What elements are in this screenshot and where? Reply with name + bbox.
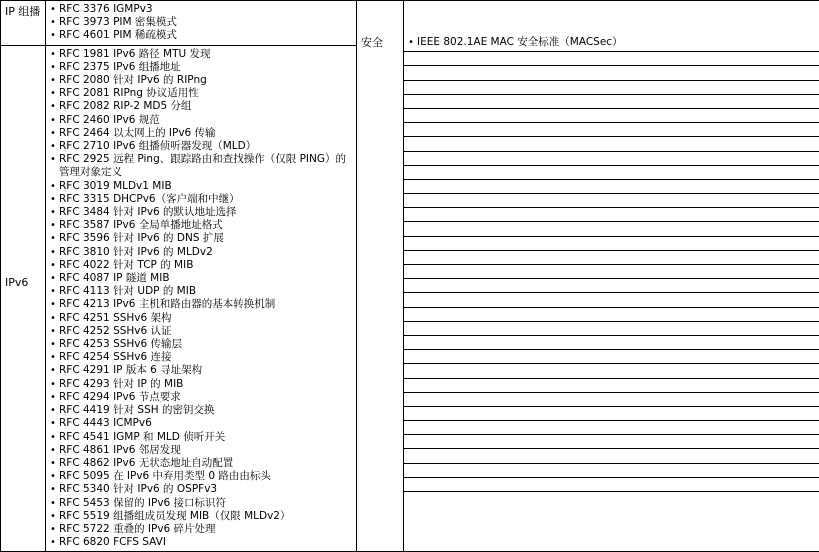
empty-row <box>404 321 819 335</box>
empty-row <box>404 335 819 349</box>
empty-row <box>404 179 819 193</box>
list-item: • RFC 2082 RIP-2 MD5 分组 <box>50 100 354 113</box>
list-item: • RFC 4213 IPv6 主机和路由器的基本转换机制 <box>50 298 354 311</box>
empty-row <box>404 448 819 462</box>
list-item: • RFC 4087 IP 隧道 MIB <box>50 272 354 285</box>
list-item: • RFC 4253 SSHv6 传输层 <box>50 338 354 351</box>
table-row <box>1 1 819 46</box>
list-item: • RFC 5453 保留的 IPv6 接口标识符 <box>50 497 354 510</box>
list-item: • RFC 2081 RIPng 协议适用性 <box>50 87 354 100</box>
list-item: • RFC 2460 IPv6 规范 <box>50 114 354 127</box>
list-item: • RFC 4254 SSHv6 连接 <box>50 351 354 364</box>
empty-row <box>404 94 819 108</box>
empty-row <box>404 122 819 136</box>
list-item: • RFC 4419 针对 SSH 的密钥交换 <box>50 404 354 417</box>
empty-row <box>404 250 819 264</box>
empty-row <box>404 491 819 505</box>
empty-row <box>404 434 819 448</box>
list-item: • RFC 4293 针对 IP 的 MIB <box>50 378 354 391</box>
list-item: • RFC 3587 IPv6 全局单播地址格式 <box>50 219 354 232</box>
list-item: • RFC 4022 针对 TCP 的 MIB <box>50 259 354 272</box>
empty-row <box>404 65 819 79</box>
category-cell-multicast <box>1 1 46 46</box>
list-item: • RFC 5095 在 IPv6 中弃用类型 0 路由由标头 <box>50 470 354 483</box>
empty-row <box>404 51 819 65</box>
list-item: • RFC 1981 IPv6 路径 MTU 发现 <box>50 48 354 61</box>
list-item: • RFC 2710 IPv6 组播侦听器发现（MLD） <box>50 140 354 153</box>
list-item: • RFC 3315 DHCPv6（客户端和中继） <box>50 193 354 206</box>
empty-row <box>404 108 819 122</box>
category-label: IP 组播 <box>1 1 45 23</box>
list-item: • RFC 5519 组播组成员发现 MIB（仅限 MLDv2） <box>50 510 354 523</box>
list-item: • RFC 4443 ICMPv6 <box>50 417 354 430</box>
empty-row <box>404 463 819 477</box>
empty-row <box>404 278 819 292</box>
empty-row <box>404 292 819 306</box>
empty-row <box>404 151 819 165</box>
list-item: • RFC 2925 远程 Ping、跟踪路由和查找操作（仅限 PING）的管理对象定义 <box>50 153 354 179</box>
rfc-list <box>46 1 356 45</box>
list-item: • RFC 4541 IGMP 和 MLD 侦听开关 <box>50 431 354 444</box>
list-item: • RFC 3019 MLDv1 MIB <box>50 180 354 193</box>
empty-row <box>404 165 819 179</box>
category-label-ipv6: IPv6 <box>1 46 45 294</box>
rfc-list-cell-multicast <box>46 1 357 46</box>
list-item: • RFC 4291 IP 版本 6 寻址架构 <box>50 364 354 377</box>
empty-row <box>404 349 819 363</box>
empty-row <box>404 136 819 150</box>
list-item: • RFC 5340 针对 IPv6 的 OSPFv3 <box>50 483 354 496</box>
list-item: • RFC 2080 针对 IPv6 的 RIPng <box>50 74 354 87</box>
empty-row <box>404 80 819 94</box>
category-label-security: 安全 <box>357 1 403 54</box>
list-item: • IEEE 802.1AE MAC 安全标准（MACSec） <box>408 36 817 49</box>
empty-row <box>404 363 819 377</box>
empty-row <box>404 207 819 221</box>
empty-row <box>404 193 819 207</box>
list-item: • RFC 4252 SSHv6 认证 <box>50 325 354 338</box>
empty-row <box>404 264 819 278</box>
list-item: • RFC 2375 IPv6 组播地址 <box>50 61 354 74</box>
list-item: • RFC 4601 PIM 稀疏模式 <box>50 29 354 42</box>
security-list <box>404 34 819 51</box>
empty-row <box>404 378 819 392</box>
list-item: • RFC 3596 针对 IPv6 的 DNS 扩展 <box>50 232 354 245</box>
list-item: • RFC 4294 IPv6 节点要求 <box>50 391 354 404</box>
rfc-list-cell-ipv6 <box>46 45 357 552</box>
list-item: • RFC 4862 IPv6 无状态地址自动配置 <box>50 457 354 470</box>
list-item: • RFC 3376 IGMPv3 <box>50 3 354 16</box>
empty-row <box>404 406 819 420</box>
empty-row <box>404 420 819 434</box>
empty-row <box>404 307 819 321</box>
list-item: • RFC 2464 以太网上的 IPv6 传输 <box>50 127 354 140</box>
list-item: • RFC 4113 针对 UDP 的 MIB <box>50 285 354 298</box>
list-item: • RFC 5722 重叠的 IPv6 碎片处理 <box>50 523 354 536</box>
list-item: • RFC 4861 IPv6 邻居发现 <box>50 444 354 457</box>
empty-rows-container <box>404 51 819 505</box>
list-item: • RFC 6820 FCFS SAVI <box>50 536 354 549</box>
empty-row <box>404 221 819 235</box>
category-cell-ipv6 <box>1 45 46 552</box>
category-cell-security <box>357 1 404 552</box>
list-item: • RFC 3973 PIM 密集模式 <box>50 16 354 29</box>
list-item: • RFC 3484 针对 IPv6 的默认地址选择 <box>50 206 354 219</box>
rfc-list-ipv6 <box>46 46 356 552</box>
security-list-cell <box>404 1 819 552</box>
empty-row <box>404 392 819 406</box>
list-item: • RFC 4251 SSHv6 架构 <box>50 312 354 325</box>
empty-row <box>404 477 819 491</box>
empty-row <box>404 236 819 250</box>
list-item: • RFC 3810 针对 IPv6 的 MLDv2 <box>50 246 354 259</box>
